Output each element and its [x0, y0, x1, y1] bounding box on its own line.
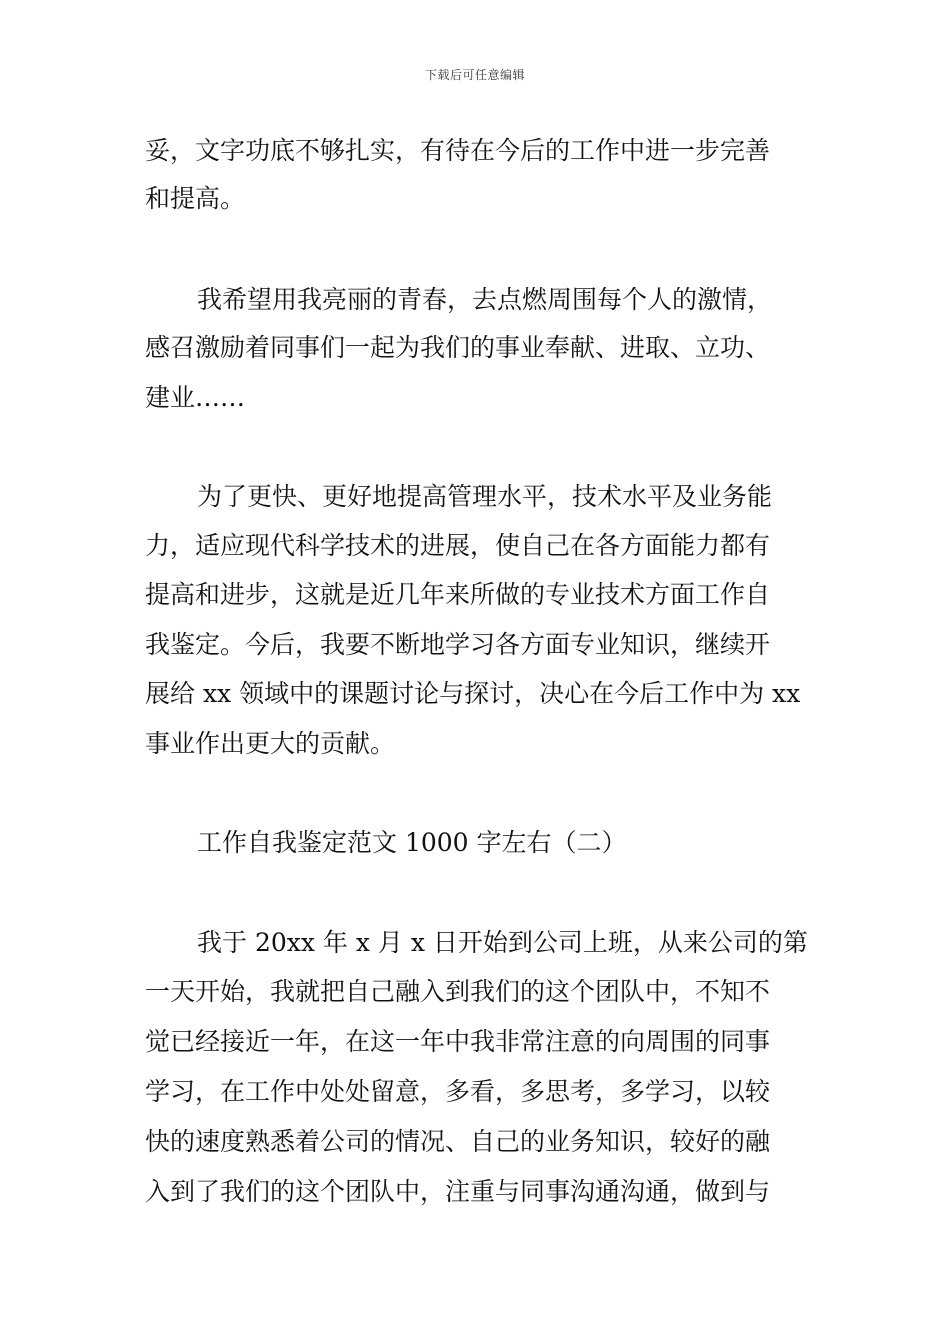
- paragraph-line: 觉已经接近一年，在这一年中我非常注意的向周围的同事: [145, 1027, 771, 1056]
- paragraph-line: 入到了我们的这个团队中，注重与同事沟通沟通，做到与: [145, 1177, 771, 1206]
- paragraph-line: 展给 xx 领域中的课题讨论与探讨，决心在今后工作中为 xx: [145, 679, 801, 708]
- paragraph-line: 建业……: [145, 383, 246, 412]
- paragraph-line: 感召激励着同事们一起为我们的事业奉献、进取、立功、: [145, 333, 771, 362]
- paragraph-line: 为了更快、更好地提高管理水平，技术水平及业务能: [197, 482, 773, 511]
- page-header: 下载后可任意编辑: [424, 68, 525, 82]
- paragraph-line: 我希望用我亮丽的青春，去点燃周围每个人的激情，: [197, 285, 773, 314]
- paragraph-line: 我鉴定。今后，我要不断地学习各方面专业知识，继续开: [145, 630, 771, 659]
- paragraph-line: 我于 20xx 年 x 月 x 日开始到公司上班，从来公司的第: [197, 928, 808, 957]
- paragraph-line: 快的速度熟悉着公司的情况、自己的业务知识，较好的融: [145, 1127, 771, 1156]
- paragraph-line: 一天开始，我就把自己融入到我们的这个团队中，不知不: [145, 977, 771, 1006]
- paragraph-line: 提高和进步，这就是近几年来所做的专业技术方面工作自: [145, 580, 771, 609]
- paragraph-line: 力，适应现代科学技术的进展，使自己在各方面能力都有: [145, 531, 771, 560]
- paragraph-line: 学习，在工作中处处留意，多看，多思考，多学习，以较: [145, 1077, 771, 1106]
- paragraph-line: 妥，文字功底不够扎实，有待在今后的工作中进一步完善: [145, 136, 771, 165]
- paragraph-line: 事业作出更大的贡献。: [145, 729, 396, 758]
- paragraph-line: 和提高。: [145, 184, 246, 213]
- section-title: 工作自我鉴定范文 1000 字左右（二）: [197, 828, 627, 857]
